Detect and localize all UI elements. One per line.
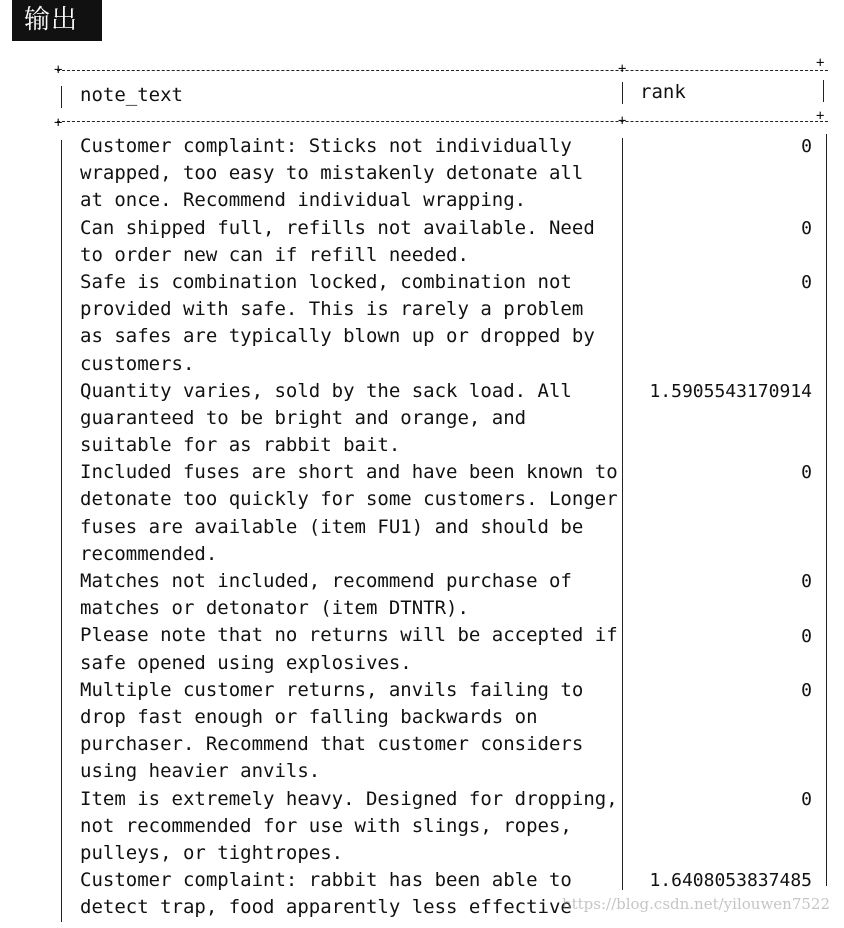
rank-column — [630, 133, 812, 922]
border-corner: + — [816, 55, 825, 71]
rank-value: 0 — [801, 788, 812, 810]
note-text-column — [80, 133, 620, 921]
table-row — [80, 786, 620, 868]
table-left-border — [61, 140, 62, 922]
rank-value: 0 — [801, 271, 812, 293]
table-row — [80, 378, 620, 460]
table-row — [80, 867, 620, 921]
column-header-rank: rank — [640, 81, 686, 103]
note-text-line: Multiple customer returns, anvils failing to — [80, 678, 584, 701]
table-row — [80, 568, 620, 622]
watermark-url: https://blog.csdn.net/yilouwen7522 — [561, 895, 830, 913]
table-row — [80, 133, 620, 215]
note-text-line: detect trap, food apparently less effective — [80, 896, 572, 919]
table-right-border — [823, 80, 824, 102]
rank-row — [630, 786, 812, 868]
table-top-border — [57, 70, 828, 71]
note-text-line: wrapped, too easy to mistakenly detonate all — [80, 162, 584, 185]
table-row — [80, 459, 620, 568]
note-text-line: to order new can if refill needed. — [80, 243, 469, 266]
header-separator — [57, 121, 828, 122]
table-row — [80, 269, 620, 378]
table-row — [80, 622, 620, 676]
rank-row — [630, 459, 812, 568]
rank-value: 0 — [801, 625, 812, 647]
note-text-line: recommended. — [80, 542, 218, 565]
border-corner: + — [54, 115, 63, 131]
border-corner: + — [618, 113, 627, 129]
column-header-note-text: note_text — [80, 84, 183, 106]
rank-value: 0 — [801, 571, 812, 593]
note-text-line: fuses are available (item FU1) and should be — [80, 515, 584, 538]
note-text-line: Please note that no returns will be accepted if — [80, 624, 618, 647]
border-corner: + — [816, 108, 825, 124]
table-row — [80, 677, 620, 786]
rank-value: 0 — [801, 136, 812, 157]
note-text-line: provided with safe. This is rarely a problem — [80, 298, 584, 321]
border-corner: + — [54, 62, 63, 78]
rank-value: 0 — [801, 217, 812, 239]
note-text-line: customers. — [80, 352, 195, 375]
note-text-line: Customer complaint: rabbit has been able to — [80, 869, 572, 892]
rank-value: 1.5905543170914 — [649, 380, 812, 402]
rank-row — [630, 133, 812, 215]
note-text-line: Quantity varies, sold by the sack load. All — [80, 379, 572, 402]
rank-row — [630, 623, 812, 677]
note-text-line: matches or detonator (item DTNTR). — [80, 597, 469, 620]
rank-row — [630, 568, 812, 622]
note-text-line: as safes are typically blown up or dropped by — [80, 325, 595, 348]
table-right-border — [826, 134, 827, 886]
note-text-line: suitable for as rabbit bait. — [80, 434, 401, 457]
note-text-line: safe opened using explosives. — [80, 651, 412, 674]
rank-value: 0 — [801, 462, 812, 484]
note-text-line: not recommended for use with slings, ropes, — [80, 814, 572, 837]
note-text-line: at once. Recommend individual wrapping. — [80, 189, 527, 212]
rank-row — [630, 378, 812, 460]
note-text-line: purchaser. Recommend that customer considers — [80, 733, 584, 756]
note-text-line: Matches not included, recommend purchase of — [80, 570, 572, 592]
note-text-line: detonate too quickly for some customers. Longer — [80, 488, 618, 511]
border-corner: + — [618, 61, 627, 77]
note-text-line: guaranteed to be bright and orange, and — [80, 406, 527, 429]
rank-row — [630, 269, 812, 378]
rank-row — [630, 677, 812, 786]
column-divider — [622, 82, 623, 104]
rank-value: 1.6408053837485 — [649, 870, 812, 892]
output-heading-label: 输出 — [12, 0, 102, 41]
rank-row — [630, 215, 812, 269]
note-text-line: Included fuses are short and have been known to — [80, 461, 618, 484]
note-text-line: using heavier anvils. — [80, 760, 321, 783]
note-text-line: Safe is combination locked, combination not — [80, 270, 572, 293]
note-text-line: pulleys, or tightropes. — [80, 841, 344, 864]
table-row — [80, 215, 620, 269]
note-text-line: Customer complaint: Sticks not individually — [80, 135, 572, 157]
table-left-border — [61, 86, 62, 108]
note-text-line: drop fast enough or falling backwards on — [80, 705, 538, 728]
column-divider — [622, 138, 623, 890]
note-text-line: Item is extremely heavy. Designed for dropping, — [80, 787, 618, 810]
note-text-line: Can shipped full, refills not available. Need — [80, 216, 595, 239]
rank-value: 0 — [801, 679, 812, 701]
